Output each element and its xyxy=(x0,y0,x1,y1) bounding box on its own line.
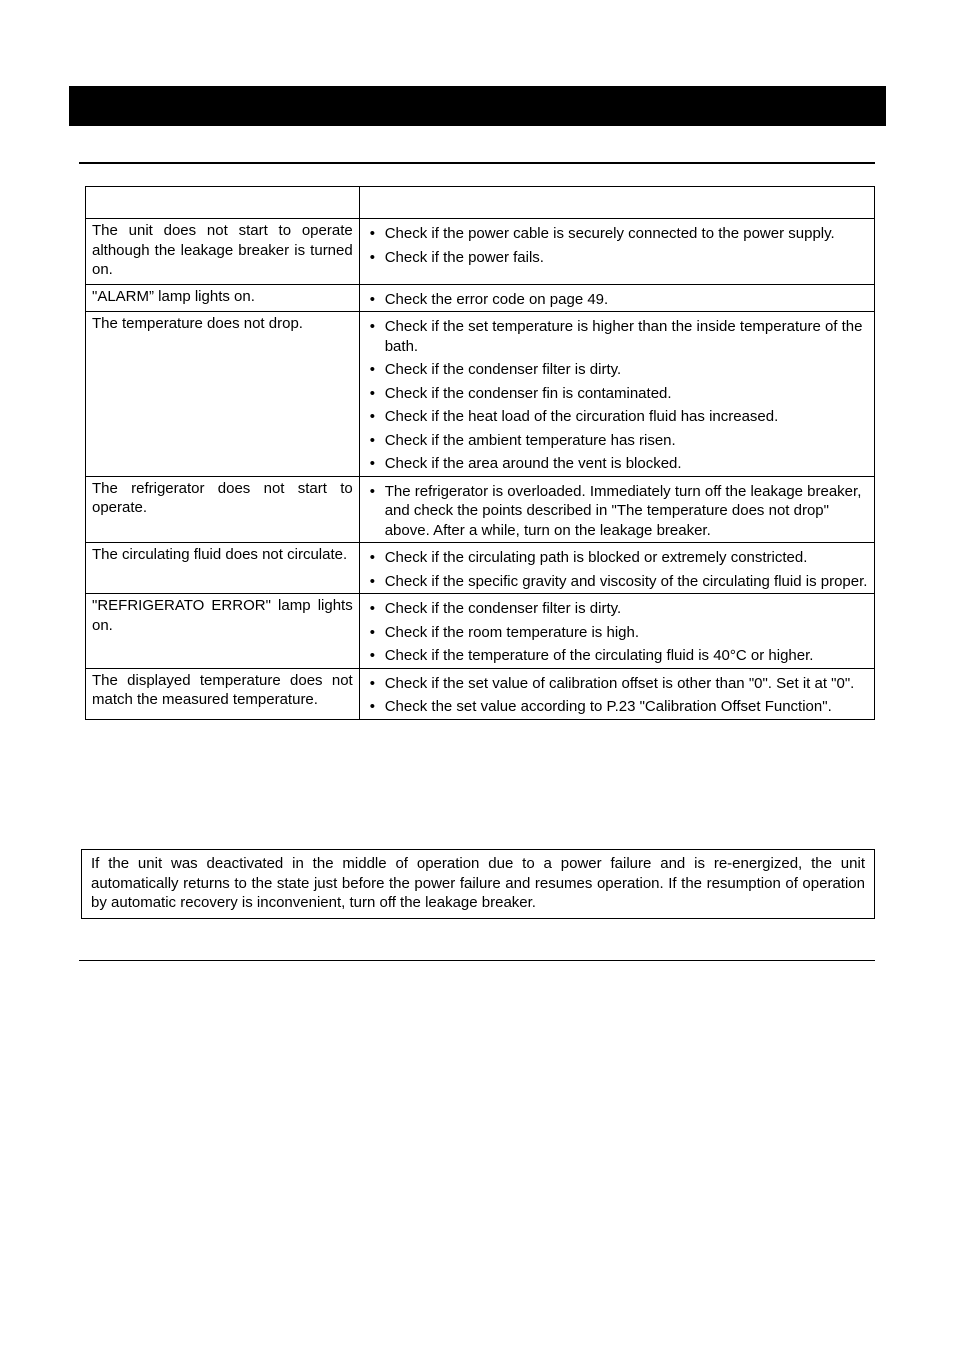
check-text: Check if the temperature of the circulating fluid is 40°C or higher. xyxy=(384,647,814,664)
check-text: Check if the area around the vent is blocked. xyxy=(384,455,682,472)
list-item xyxy=(370,548,868,568)
list-item xyxy=(370,599,868,619)
remedy-cell xyxy=(359,312,874,477)
check-list xyxy=(370,290,868,310)
section-title-bar xyxy=(69,86,886,126)
check-text: Check if the heat load of the circuration fluid has increased. xyxy=(384,408,779,425)
bullet-icon: • xyxy=(369,248,375,266)
list-item xyxy=(370,697,868,717)
check-list xyxy=(370,674,868,717)
check-text: The refrigerator is overloaded. Immediately turn off the leakage breaker, and check the points described in "The temperature does not drop" above. After a while, turn on the leakage breaker. xyxy=(384,482,862,539)
check-text: Check if the ambient temperature has risen. xyxy=(384,431,676,449)
table-row xyxy=(86,476,875,543)
power-failure-note xyxy=(81,849,875,919)
list-item xyxy=(370,248,868,268)
check-text: Check if the power fails. xyxy=(384,248,544,266)
check-list xyxy=(370,224,868,267)
note-text: If the unit was deactivated in the middle of operation due to a power failure and is re-energized, the unit automatically returns to the state just before the power failure and resumes operation. If the resumption of operation by automatic recovery is inconvenient, turn off the leakage breaker. xyxy=(91,855,865,911)
check-text: Check if the room temperature is high. xyxy=(384,623,640,641)
list-item xyxy=(370,290,868,310)
symptom-cell: "ALARM” lamp lights on. xyxy=(86,284,360,312)
troubleshooting-table xyxy=(85,186,875,720)
check-text: Check if the condenser fin is contaminated. xyxy=(384,384,672,402)
list-item xyxy=(370,431,868,451)
check-text: Check if the set value of calibration offset is other than "0". Set it at "0". xyxy=(384,674,855,692)
check-text: Check the error code on page 49. xyxy=(384,290,609,308)
check-text: Check if the power cable is securely connected to the power supply. xyxy=(384,225,835,242)
list-item xyxy=(370,224,868,244)
bullet-icon: • xyxy=(369,549,375,566)
check-text: Check if the condenser filter is dirty. xyxy=(384,600,622,617)
symptom-cell: The temperature does not drop. xyxy=(86,312,360,477)
check-list xyxy=(370,317,868,474)
check-text: Check the set value according to P.23 "Calibration Offset Function". xyxy=(384,698,832,715)
table-row xyxy=(86,543,875,594)
check-text: Check if the set temperature is higher than the inside temperature of the bath. xyxy=(384,318,863,355)
table-row xyxy=(86,219,875,285)
list-item xyxy=(370,572,868,592)
list-item xyxy=(370,674,868,694)
top-divider xyxy=(79,162,875,164)
bullet-icon: • xyxy=(369,225,375,242)
bullet-icon: • xyxy=(369,482,375,500)
header-remedy xyxy=(359,187,874,219)
list-item xyxy=(370,360,868,380)
symptom-cell: The refrigerator does not start to operate. xyxy=(86,476,360,543)
check-list xyxy=(370,599,868,666)
check-text: Check if the condenser filter is dirty. xyxy=(384,361,622,378)
bullet-icon: • xyxy=(369,455,375,472)
header-symptom xyxy=(86,187,360,219)
bullet-icon: • xyxy=(369,674,375,692)
bullet-icon: • xyxy=(369,431,375,449)
list-item xyxy=(370,384,868,404)
remedy-cell xyxy=(359,543,874,594)
remedy-cell xyxy=(359,476,874,543)
table-row xyxy=(86,284,875,312)
list-item xyxy=(370,623,868,643)
table-header-row xyxy=(86,187,875,219)
bullet-icon: • xyxy=(369,290,375,308)
check-text: Check if the circulating path is blocked or extremely constricted. xyxy=(384,549,808,566)
bottom-divider xyxy=(79,960,875,961)
bullet-icon: • xyxy=(369,647,375,664)
bullet-icon: • xyxy=(369,361,375,378)
bullet-icon: • xyxy=(369,408,375,425)
check-list xyxy=(370,482,868,541)
check-text: Check if the specific gravity and viscosity of the circulating fluid is proper. xyxy=(384,572,868,590)
list-item xyxy=(370,482,868,541)
list-item xyxy=(370,454,868,474)
bullet-icon: • xyxy=(369,600,375,617)
bullet-icon: • xyxy=(369,384,375,402)
list-item xyxy=(370,317,868,356)
bullet-icon: • xyxy=(369,698,375,715)
symptom-cell: The unit does not start to operate although the leakage breaker is turned on. xyxy=(86,219,360,285)
remedy-cell xyxy=(359,219,874,285)
table-row xyxy=(86,594,875,669)
check-list xyxy=(370,548,868,591)
bullet-icon: • xyxy=(369,318,375,335)
remedy-cell xyxy=(359,284,874,312)
remedy-cell xyxy=(359,668,874,719)
symptom-cell: The circulating fluid does not circulate. xyxy=(86,543,360,594)
table-row xyxy=(86,312,875,477)
bullet-icon: • xyxy=(369,572,375,590)
remedy-cell xyxy=(359,594,874,669)
table-body xyxy=(86,219,875,720)
list-item xyxy=(370,646,868,666)
table-row xyxy=(86,668,875,719)
symptom-cell: "REFRIGERATO ERROR" lamp lights on. xyxy=(86,594,360,669)
symptom-cell: The displayed temperature does not match the measured temperature. xyxy=(86,668,360,719)
bullet-icon: • xyxy=(369,623,375,641)
list-item xyxy=(370,407,868,427)
